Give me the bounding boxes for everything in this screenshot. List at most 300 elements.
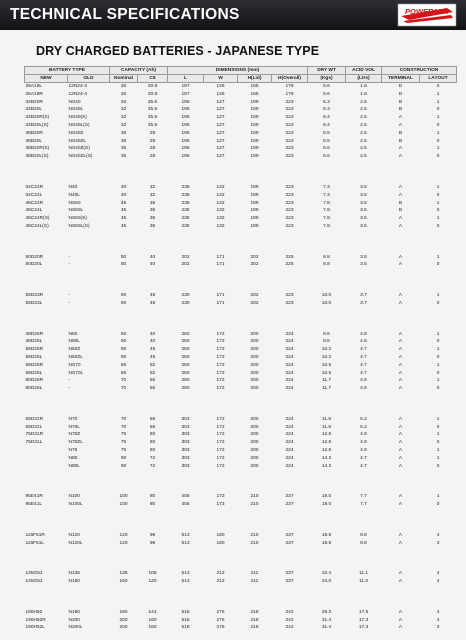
table-cell: 210 bbox=[250, 540, 259, 546]
table-cell: A bbox=[398, 347, 403, 353]
table-cell: 518 bbox=[181, 617, 190, 623]
table-cell: 36B20R(S) bbox=[25, 146, 50, 152]
table-cell: 218 bbox=[250, 617, 259, 623]
table-cell: 75D31L bbox=[25, 440, 43, 446]
table-cell: 55D26R bbox=[25, 347, 44, 353]
table-cell: B bbox=[398, 208, 403, 214]
table-cell: 28 bbox=[149, 130, 156, 136]
table-cell: 25.6 bbox=[147, 115, 158, 121]
table-cell: 32B20L bbox=[25, 107, 43, 113]
table-row bbox=[25, 207, 457, 215]
table-cell: 237 bbox=[285, 532, 294, 538]
group-header: BATTERY TYPE bbox=[25, 67, 110, 75]
table-cell: 115F51L bbox=[25, 540, 45, 546]
table-cell: 4.7 bbox=[360, 463, 367, 469]
group-spacer bbox=[25, 509, 457, 532]
table-cell: NS40 bbox=[68, 99, 81, 105]
table-cell: 223 bbox=[285, 138, 294, 144]
table-cell: 17.5 bbox=[358, 609, 369, 615]
table-cell: 3.5 bbox=[360, 254, 367, 260]
table-cell: 0 bbox=[436, 300, 440, 306]
table-cell: 31.4 bbox=[321, 617, 332, 623]
column-header: H(Lid) bbox=[238, 75, 272, 83]
table-cell: 1 bbox=[436, 91, 440, 97]
table-cell: A bbox=[398, 424, 403, 430]
table-row bbox=[25, 578, 457, 586]
group-spacer-cell bbox=[25, 470, 457, 493]
table-cell: 72 bbox=[149, 463, 156, 469]
table-cell: 3.5 bbox=[360, 184, 367, 190]
table-cell: A bbox=[398, 386, 403, 392]
table-cell: 172 bbox=[216, 354, 225, 360]
table-cell: A bbox=[398, 216, 403, 222]
table-row bbox=[25, 330, 457, 338]
table-cell: 20.8 bbox=[147, 84, 158, 90]
table-cell: 223 bbox=[285, 216, 294, 222]
table-cell: 235 bbox=[181, 200, 190, 206]
table-cell: 108 bbox=[148, 571, 157, 577]
table-cell: 95E41R bbox=[25, 494, 43, 500]
table-cell: 1 bbox=[436, 184, 440, 190]
column-header: Nominal bbox=[110, 75, 138, 83]
group-spacer-cell bbox=[25, 509, 457, 532]
table-cell: 223 bbox=[285, 200, 294, 206]
table-cell: 223 bbox=[285, 184, 294, 190]
table-cell: 172 bbox=[216, 347, 225, 353]
table-row bbox=[25, 447, 457, 455]
table-cell: 4 bbox=[436, 578, 440, 584]
table-cell: 202 bbox=[250, 300, 259, 306]
table-cell: B bbox=[398, 130, 403, 136]
table-cell: 35 bbox=[120, 130, 127, 136]
table-cell: 513 bbox=[181, 578, 190, 584]
table-cell: 26 bbox=[120, 84, 127, 90]
table-row bbox=[25, 215, 457, 223]
table-cell: 120 bbox=[119, 540, 128, 546]
table-cell: 223 bbox=[285, 300, 294, 306]
table-cell: 224 bbox=[285, 370, 294, 376]
table-cell: 80D26R bbox=[25, 378, 44, 384]
table-row bbox=[25, 570, 457, 578]
table-cell: 144 bbox=[148, 609, 157, 615]
table-row bbox=[25, 431, 457, 439]
table-cell: 303 bbox=[181, 440, 190, 446]
table-cell: 0 bbox=[436, 84, 440, 90]
table-cell: 115F51R bbox=[25, 532, 45, 538]
table-cell: A bbox=[398, 502, 403, 508]
table-row bbox=[25, 455, 457, 463]
table-cell: A bbox=[398, 293, 403, 299]
table-cell: 46C24R bbox=[25, 200, 44, 206]
table-cell: 235 bbox=[181, 184, 190, 190]
table-cell: A bbox=[398, 432, 403, 438]
table-cell: 1 bbox=[436, 200, 440, 206]
table-cell: 95E41L bbox=[25, 502, 43, 508]
table-cell: 28 bbox=[149, 138, 156, 144]
table-cell: 36B20L bbox=[25, 138, 43, 144]
table-cell: 237 bbox=[285, 571, 294, 577]
table-cell: 195 bbox=[181, 99, 190, 105]
table-cell: 20.8 bbox=[147, 91, 158, 97]
table-cell: 223 bbox=[285, 99, 294, 105]
table-cell: N70Z bbox=[68, 432, 81, 438]
table-cell: 187 bbox=[181, 91, 190, 97]
table-cell: A bbox=[398, 300, 403, 306]
table-cell: 230 bbox=[181, 293, 190, 299]
table-cell: A bbox=[398, 354, 403, 360]
logo-word-1: POWER bbox=[405, 7, 434, 16]
table-cell: 276 bbox=[216, 625, 225, 631]
table-cell: 32B20L(S) bbox=[25, 123, 49, 129]
table-row bbox=[25, 300, 457, 308]
table-cell: A bbox=[398, 463, 403, 469]
table-cell: 7.3 bbox=[323, 184, 330, 190]
table-cell: 172 bbox=[216, 378, 225, 384]
table-cell: 65D26R bbox=[25, 362, 44, 368]
table-cell: N135 bbox=[68, 571, 80, 577]
table-cell: 45 bbox=[120, 208, 127, 214]
column-header: L bbox=[168, 75, 204, 83]
table-cell: N100L bbox=[68, 502, 83, 508]
group-spacer-cell bbox=[25, 161, 457, 184]
table-cell: 32 bbox=[149, 192, 156, 198]
table-cell: 10.5 bbox=[321, 362, 332, 368]
table-cell: 224 bbox=[285, 386, 294, 392]
table-cell: 223 bbox=[285, 223, 294, 229]
battery-spec-table bbox=[24, 66, 457, 632]
table-cell: 276 bbox=[216, 617, 225, 623]
table-cell: 303 bbox=[181, 463, 190, 469]
table-cell: 3 bbox=[436, 540, 440, 546]
table-row bbox=[25, 624, 457, 632]
table-cell: N120 bbox=[68, 532, 80, 538]
table-cell: A bbox=[398, 494, 403, 500]
table-cell: 12.6 bbox=[321, 432, 332, 438]
table-cell: 195 bbox=[181, 154, 190, 160]
table-cell: 1 bbox=[436, 362, 440, 368]
table-cell: 210 bbox=[250, 502, 259, 508]
table-cell: 22.4 bbox=[321, 571, 332, 577]
table-cell: 55D26L bbox=[25, 354, 43, 360]
logo-word-2: PACK bbox=[428, 7, 449, 16]
table-cell: 127 bbox=[216, 115, 225, 121]
column-header: (Ltrs) bbox=[346, 75, 382, 83]
table-cell: 6.3 bbox=[323, 107, 330, 113]
table-cell: 405 bbox=[181, 494, 190, 500]
table-cell: 199 bbox=[250, 216, 259, 222]
table-cell: 200 bbox=[250, 347, 259, 353]
table-cell: 48 bbox=[149, 300, 156, 306]
table-cell: 40 bbox=[120, 192, 127, 198]
table-cell: NS60L bbox=[68, 208, 84, 214]
table-cell: 223 bbox=[285, 208, 294, 214]
table-cell: A bbox=[398, 123, 403, 129]
group-header: CONSTRUCTION bbox=[382, 67, 457, 75]
table-cell: NS70L bbox=[68, 370, 84, 376]
group-spacer bbox=[25, 308, 457, 331]
table-cell: 32 bbox=[120, 99, 127, 105]
group-spacer-cell bbox=[25, 547, 457, 570]
table-cell: 45 bbox=[120, 200, 127, 206]
table-row bbox=[25, 462, 457, 470]
group-spacer-cell bbox=[25, 308, 457, 331]
table-cell: 223 bbox=[285, 130, 294, 136]
table-cell: 212 bbox=[216, 571, 225, 577]
table-cell: 132 bbox=[216, 223, 225, 229]
table-cell: 199 bbox=[250, 107, 259, 113]
table-cell: 17.3 bbox=[358, 625, 369, 631]
table-cell: 224 bbox=[285, 339, 294, 345]
table-cell: 1 bbox=[436, 432, 440, 438]
table-cell: 199 bbox=[250, 154, 259, 160]
table-cell: 25.6 bbox=[147, 123, 158, 129]
table-cell: 172 bbox=[216, 463, 225, 469]
table-cell: A bbox=[398, 532, 403, 538]
table-cell: N50 bbox=[68, 331, 78, 337]
table-cell: 200 bbox=[250, 455, 259, 461]
table-cell: 202 bbox=[181, 254, 190, 260]
table-cell: 70 bbox=[120, 378, 127, 384]
table-cell: 173 bbox=[216, 494, 225, 500]
table-cell: 8.8 bbox=[323, 262, 330, 268]
table-cell: 1 bbox=[436, 216, 440, 222]
table-cell: 8.6 bbox=[323, 339, 330, 345]
table-cell: - bbox=[68, 300, 71, 306]
table-cell: NS40L bbox=[68, 107, 84, 113]
table-row bbox=[25, 292, 457, 300]
table-cell: 17.3 bbox=[358, 617, 369, 623]
table-cell: 180 bbox=[119, 609, 128, 615]
table-cell: 2.5 bbox=[360, 99, 367, 105]
table-cell: 60 bbox=[120, 293, 127, 299]
table-cell: 26A19L bbox=[25, 84, 43, 90]
table-cell: 4.6 bbox=[360, 378, 367, 384]
table-cell: 200 bbox=[119, 617, 128, 623]
table-row bbox=[25, 493, 457, 501]
table-cell: 172 bbox=[216, 432, 225, 438]
table-cell: 195 bbox=[181, 123, 190, 129]
table-cell: 10.0 bbox=[321, 300, 332, 306]
column-header: NEW bbox=[25, 75, 68, 83]
table-cell: A bbox=[398, 339, 403, 345]
table-cell: 199 bbox=[250, 146, 259, 152]
table-cell: 237 bbox=[285, 578, 294, 584]
table-cell: 4.8 bbox=[360, 339, 367, 345]
table-row bbox=[25, 223, 457, 231]
table-row bbox=[25, 138, 457, 146]
group-spacer bbox=[25, 586, 457, 609]
table-cell: 518 bbox=[181, 609, 190, 615]
table-cell: 3.5 bbox=[360, 216, 367, 222]
table-cell: 14.2 bbox=[321, 455, 332, 461]
table-cell: 1 bbox=[436, 254, 440, 260]
table-cell: 200 bbox=[250, 339, 259, 345]
table-cell: 48D26R bbox=[25, 331, 44, 337]
group-spacer-cell bbox=[25, 586, 457, 609]
table-cell: 19.0 bbox=[321, 494, 332, 500]
table-cell: 4.9 bbox=[360, 440, 367, 446]
table-cell: 224 bbox=[285, 447, 294, 453]
table-cell: 32 bbox=[120, 107, 127, 113]
table-cell: 3.5 bbox=[360, 208, 367, 214]
table-cell: A bbox=[398, 578, 403, 584]
table-cell: 2.5 bbox=[360, 130, 367, 136]
table-cell: 65D26L bbox=[25, 370, 43, 376]
table-cell: 5.6 bbox=[323, 91, 330, 97]
table-cell: 126 bbox=[216, 84, 225, 90]
column-header: W bbox=[204, 75, 238, 83]
table-cell: 237 bbox=[285, 540, 294, 546]
table-row bbox=[25, 122, 457, 130]
table-cell: 11.8 bbox=[322, 416, 331, 422]
table-cell: 6.6 bbox=[323, 146, 330, 152]
table-cell: N180 bbox=[68, 609, 80, 615]
table-cell: 199 bbox=[250, 192, 259, 198]
table-cell: 224 bbox=[285, 463, 294, 469]
column-header: TERMINAL bbox=[382, 75, 420, 83]
table-cell: 8.6 bbox=[323, 331, 330, 337]
table-cell: 96 bbox=[149, 532, 156, 538]
table-cell: 190H52L bbox=[25, 625, 45, 631]
table-cell: 70 bbox=[120, 424, 127, 430]
table-row bbox=[25, 609, 457, 617]
table-cell: 60 bbox=[149, 447, 156, 453]
table-cell: 1.8 bbox=[360, 91, 367, 97]
table-cell: 172 bbox=[216, 370, 225, 376]
table-cell: A bbox=[398, 146, 403, 152]
table-cell: 70 bbox=[120, 386, 127, 392]
table-cell: 200 bbox=[250, 432, 259, 438]
table-row bbox=[25, 362, 457, 370]
table-cell: N40L bbox=[68, 192, 80, 198]
group-spacer bbox=[25, 393, 457, 416]
table-cell: 223 bbox=[285, 154, 294, 160]
table-cell: 200 bbox=[250, 424, 259, 430]
table-cell: NS60L(S) bbox=[68, 223, 90, 229]
table-cell: 4.7 bbox=[360, 362, 367, 368]
table-cell: 6.5 bbox=[323, 138, 330, 144]
table-cell: 224 bbox=[285, 432, 294, 438]
table-cell: 224 bbox=[285, 331, 294, 337]
table-cell: 7.8 bbox=[323, 216, 330, 222]
table-cell: 32C24R bbox=[25, 184, 44, 190]
table-cell: 165 bbox=[250, 91, 259, 97]
table-cell: 7.8 bbox=[323, 200, 330, 206]
table-cell: 235 bbox=[181, 223, 190, 229]
table-cell: 172 bbox=[216, 331, 225, 337]
table-cell: 230 bbox=[181, 300, 190, 306]
table-cell: 1 bbox=[436, 115, 440, 121]
table-cell: 225 bbox=[285, 262, 294, 268]
table-cell: 210 bbox=[250, 532, 259, 538]
table-cell: 0 bbox=[436, 339, 440, 345]
table-cell: 171 bbox=[216, 293, 225, 299]
table-cell: 200 bbox=[250, 331, 259, 337]
table-cell: 242 bbox=[285, 617, 294, 623]
table-cell: 1 bbox=[436, 293, 440, 299]
table-cell: 31.4 bbox=[321, 625, 332, 631]
table-cell: 173 bbox=[216, 502, 225, 508]
table-cell: 35 bbox=[120, 154, 127, 160]
table-cell: 180H52 bbox=[25, 609, 43, 615]
table-cell: 195 bbox=[181, 146, 190, 152]
table-cell: NS40L(S) bbox=[68, 123, 90, 129]
table-cell: 0 bbox=[436, 370, 440, 376]
table-row bbox=[25, 501, 457, 509]
table-cell: 100 bbox=[119, 502, 128, 508]
group-spacer bbox=[25, 547, 457, 570]
table-cell: 199 bbox=[250, 115, 259, 121]
table-cell: 132 bbox=[216, 192, 225, 198]
table-cell: 12.6 bbox=[321, 440, 332, 446]
table-cell: 160 bbox=[148, 625, 157, 631]
table-cell: 36 bbox=[149, 200, 156, 206]
table-cell: 132 bbox=[216, 216, 225, 222]
table-cell: N70 bbox=[68, 416, 78, 422]
table-cell: 9.8 bbox=[360, 540, 367, 546]
page-header bbox=[0, 0, 466, 30]
table-cell: 172 bbox=[216, 455, 225, 461]
table-cell: NS40Z(S) bbox=[68, 146, 90, 152]
table-cell: 72 bbox=[149, 455, 156, 461]
table-row bbox=[25, 385, 457, 393]
group-spacer bbox=[25, 269, 457, 292]
table-cell: 179 bbox=[285, 91, 294, 97]
table-cell: 24.0 bbox=[321, 578, 332, 584]
table-cell: 4.6 bbox=[360, 386, 367, 392]
table-row bbox=[25, 114, 457, 122]
table-cell: 40 bbox=[149, 254, 156, 260]
table-cell: 1 bbox=[436, 455, 440, 461]
table-cell: 223 bbox=[285, 146, 294, 152]
table-cell: - bbox=[68, 293, 71, 299]
group-spacer bbox=[25, 161, 457, 184]
group-spacer bbox=[25, 231, 457, 254]
table-cell: 242 bbox=[285, 625, 294, 631]
table-cell: 0 bbox=[436, 354, 440, 360]
table-cell: 32 bbox=[149, 184, 156, 190]
table-row bbox=[25, 416, 457, 424]
table-cell: 223 bbox=[285, 123, 294, 129]
table-cell: 19.8 bbox=[321, 540, 332, 546]
table-cell: 25.6 bbox=[147, 107, 158, 113]
table-cell: 224 bbox=[285, 354, 294, 360]
table-cell: 6.4 bbox=[323, 115, 330, 121]
table-cell: 202 bbox=[181, 262, 190, 268]
table-cell: N150 bbox=[68, 578, 80, 584]
table-cell: 4.9 bbox=[360, 432, 367, 438]
table-cell: 0 bbox=[436, 192, 440, 198]
table-cell: 10.5 bbox=[321, 370, 332, 376]
table-cell: 187 bbox=[181, 84, 190, 90]
table-cell: 50 bbox=[120, 254, 127, 260]
table-cell bbox=[25, 455, 68, 463]
table-cell: 36B20L(S) bbox=[25, 154, 49, 160]
table-cell: 223 bbox=[285, 115, 294, 121]
group-spacer-cell bbox=[25, 231, 457, 254]
table-cell: 4 bbox=[436, 609, 440, 615]
table-cell: 80 bbox=[149, 494, 156, 500]
table-row bbox=[25, 83, 457, 91]
table-cell: 303 bbox=[181, 455, 190, 461]
table-cell: 29.3 bbox=[321, 609, 332, 615]
table-cell: 0 bbox=[436, 424, 440, 430]
table-row bbox=[25, 532, 457, 540]
table-cell: 2.5 bbox=[360, 146, 367, 152]
table-cell: 1 bbox=[436, 130, 440, 136]
table-cell: 199 bbox=[250, 223, 259, 229]
table-cell: 224 bbox=[285, 378, 294, 384]
